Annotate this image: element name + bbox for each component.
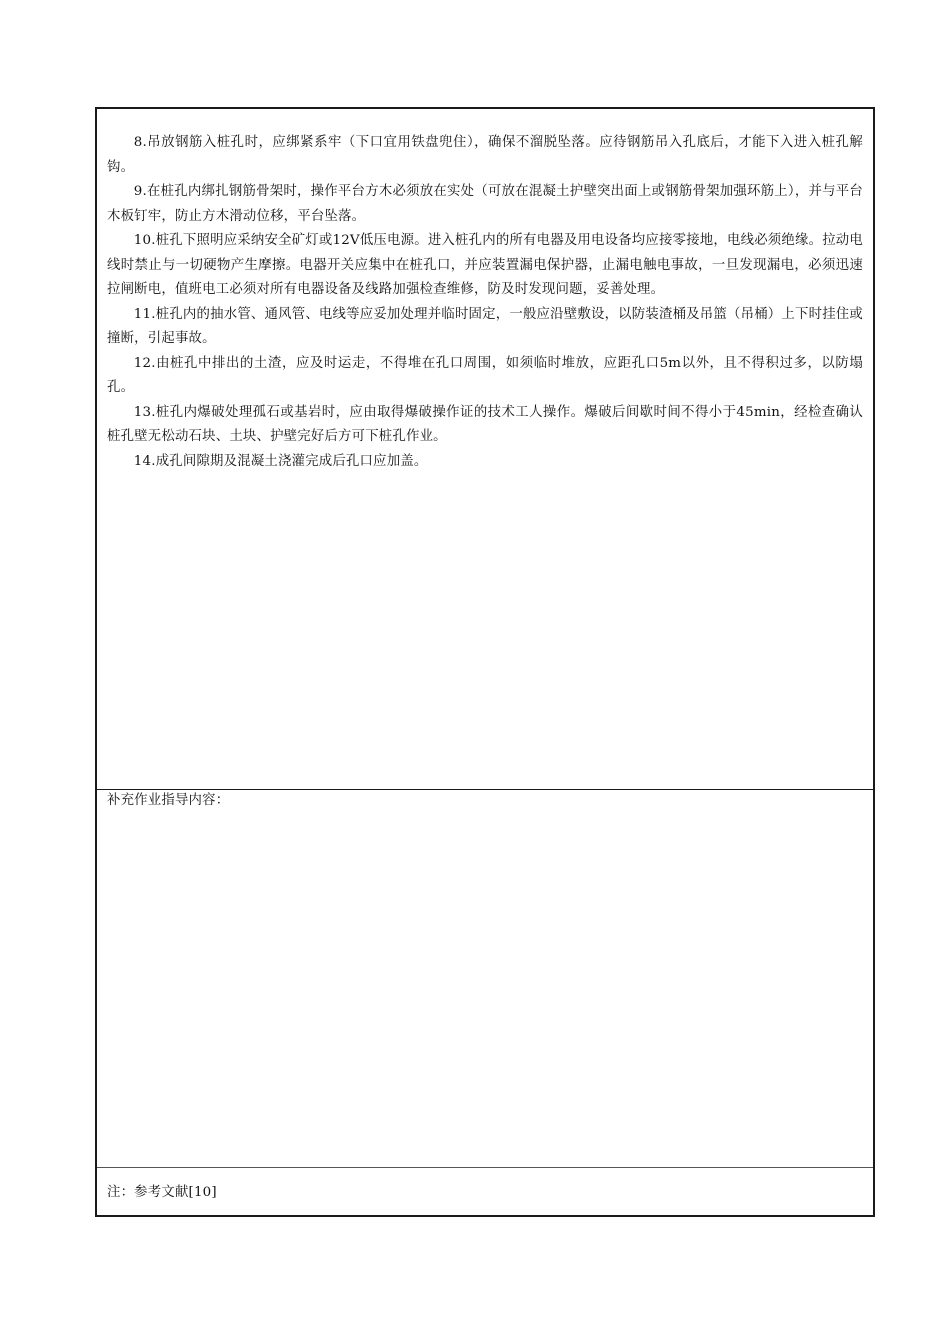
- supplementary-guidance-label: 补充作业指导内容：: [107, 793, 230, 808]
- document-frame: [95, 107, 875, 1217]
- supplementary-guidance-section: [97, 790, 873, 1168]
- safety-requirements-section: [97, 109, 873, 790]
- reference-note: 注：参考文献[10]: [107, 1185, 217, 1200]
- requirement-item-14: 14.成孔间隙期及混凝土浇灌完成后孔口应加盖。: [133, 453, 428, 469]
- requirement-item-12: 12.由桩孔中排出的土渣，应及时运走，不得堆在孔口周围，如须临时堆放，应距孔口5m以外，且不得积过多，以防塌孔。: [107, 355, 863, 395]
- requirement-item-9: 9.在桩孔内绑扎钢筋骨架时，操作平台方木必须放在实处（可放在混凝土护壁突出面上或钢筋骨架加强环筋上），并与平台木板钉牢，防止方木滑动位移，平台坠落。: [107, 184, 863, 224]
- requirement-item-10: 10.桩孔下照明应采纳安全矿灯或12V低压电源。进入桩孔内的所有电器及用电设备均应接零接地，电线必须绝缘。拉动电线时禁止与一切硬物产生摩擦。电器开关应集中在桩孔口，并应装置漏电保护器，止漏电触电事故，一旦发现漏电，必须迅速拉闸断电，值班电工必须对所有电器设备及线路加强检查维修，防及时发现问题，妥善处理。: [107, 233, 863, 297]
- requirement-item-13: 13.桩孔内爆破处理孤石或基岩时，应由取得爆破操作证的技术工人操作。爆破后间歇时间不得小于45min，经检查确认桩孔壁无松动石块、土块、护壁完好后方可下桩孔作业。: [107, 404, 863, 444]
- requirement-item-11: 11.桩孔内的抽水管、通风管、电线等应妥加处理并临时固定，一般应沿壁敷设，以防装渣桶及吊篮（吊桶）上下时挂住或撞断，引起事故。: [107, 306, 863, 346]
- requirement-item-8: 8.吊放钢筋入桩孔时，应绑紧系牢（下口宜用铁盘兜住），确保不溜脱坠落。应待钢筋吊入孔底后，才能下入进入桩孔解钩。: [107, 135, 863, 175]
- note-section: [97, 1168, 873, 1217]
